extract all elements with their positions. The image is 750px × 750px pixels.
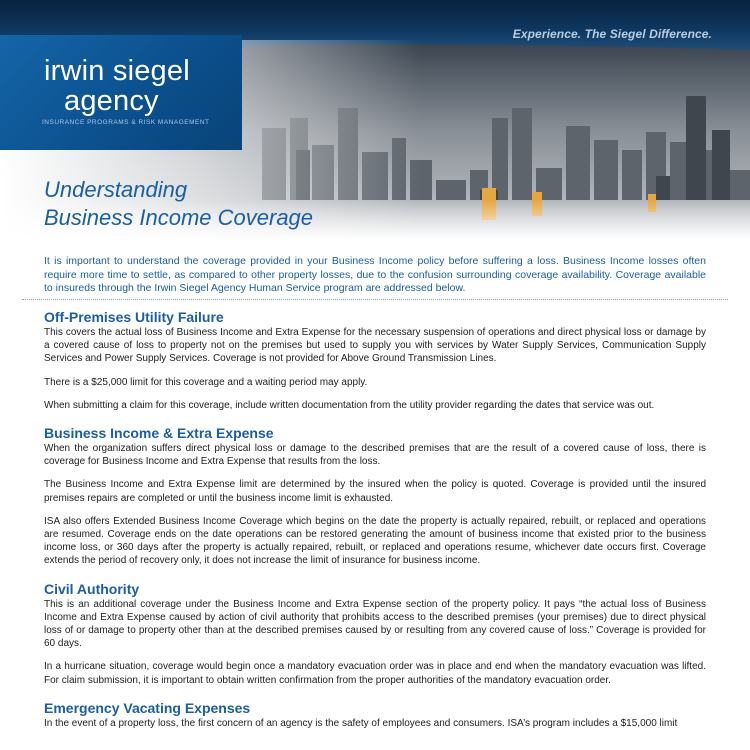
tagline: Experience. The Siegel Difference. [512, 27, 712, 41]
agency-logo [0, 35, 242, 150]
section-title-utility-failure: Off-Premises Utility Failure [44, 309, 224, 325]
page-title [44, 176, 313, 232]
paragraph: In a hurricane situation, coverage would begin once a mandatory evacuation order was in place and end when the mandatory evacuation was lifted. For claim submission, it is important to obtain written confirmation from the proper authorities of the mandatory evacuation order. [44, 661, 706, 686]
intro-paragraph: It is important to understand the coverage provided in your Business Income policy before suffering a loss. Business Income losses often require more time to settle, as compared to other property losses, due to the confusion surrounding coverage availability. Coverage available to insureds through the Irwin Siegel Agency Human Service program are addressed below. [44, 255, 706, 294]
document-body [44, 308, 706, 730]
logo-line-2: agency [64, 85, 159, 117]
paragraph: This covers the actual loss of Business Income and Extra Expense for the necessary suspension of operations and direct physical loss or damage by a covered cause of loss to property not on the premises but used to supply you with services by Water Supply Services, Communication Supply Services and Power Supply Services. Coverage is not provided for Above Ground Transmission Lines. [44, 327, 706, 365]
section-title-civil-authority: Civil Authority [44, 580, 140, 597]
section-title-business-income: Business Income & Extra Expense [44, 425, 274, 442]
title-line-1: Understanding [44, 177, 188, 202]
paragraph: The Business Income and Extra Expense limit are determined by the insured when the policy is quoted. Coverage is provided until the insured premises repairs are completed or until the business income limit is exhausted. [44, 479, 706, 504]
paragraph: When submitting a claim for this coverage, include written documentation from the utility provider regarding the dates that service was out. [44, 399, 655, 411]
title-line-2: Business Income Coverage [44, 205, 314, 230]
paragraph: In the event of a property loss, the first concern of an agency is the safety of employees and consumers. ISA’s program includes a $15,000 limit [44, 717, 678, 729]
paragraph: There is a $25,000 limit for this coverage and a waiting period may apply. [44, 376, 368, 388]
paragraph: ISA also offers Extended Business Income Coverage which begins on the date the property is actually repaired, rebuilt, or replaced and operations are resumed. Coverage ends on the date operations can be restored generating the amount of business income that existed prior to the business income loss, or 360 days after the property is actually repaired, rebuilt, or replaced and operations resume, whichever date occurs first. Coverage extends the period of recovery only, it does not increase the limit of insurance for business income. [44, 515, 706, 567]
paragraph: This is an additional coverage under the Business Income and Extra Expense section of the property policy. It pays “the actual loss of Business Income and Extra Expense caused by action of civil authority that prohibits access to the described premises (your premises) due to direct physical loss of or damage to property other than at the described premises caused by or resulting from any covered cause of loss.” Coverage is provided for 60 days. [44, 598, 706, 650]
paragraph: When the organization suffers direct physical loss or damage to the described premises that are the result of a covered cause of loss, there is coverage for Business Income and Extra Expense that results from the loss. [44, 443, 706, 468]
logo-line-1: irwin siegel [44, 55, 190, 87]
section-title-emergency-vacating: Emergency Vacating Expenses [44, 699, 251, 716]
section-divider [22, 299, 728, 300]
logo-subtitle: INSURANCE PROGRAMS & RISK MANAGEMENT [42, 119, 210, 126]
